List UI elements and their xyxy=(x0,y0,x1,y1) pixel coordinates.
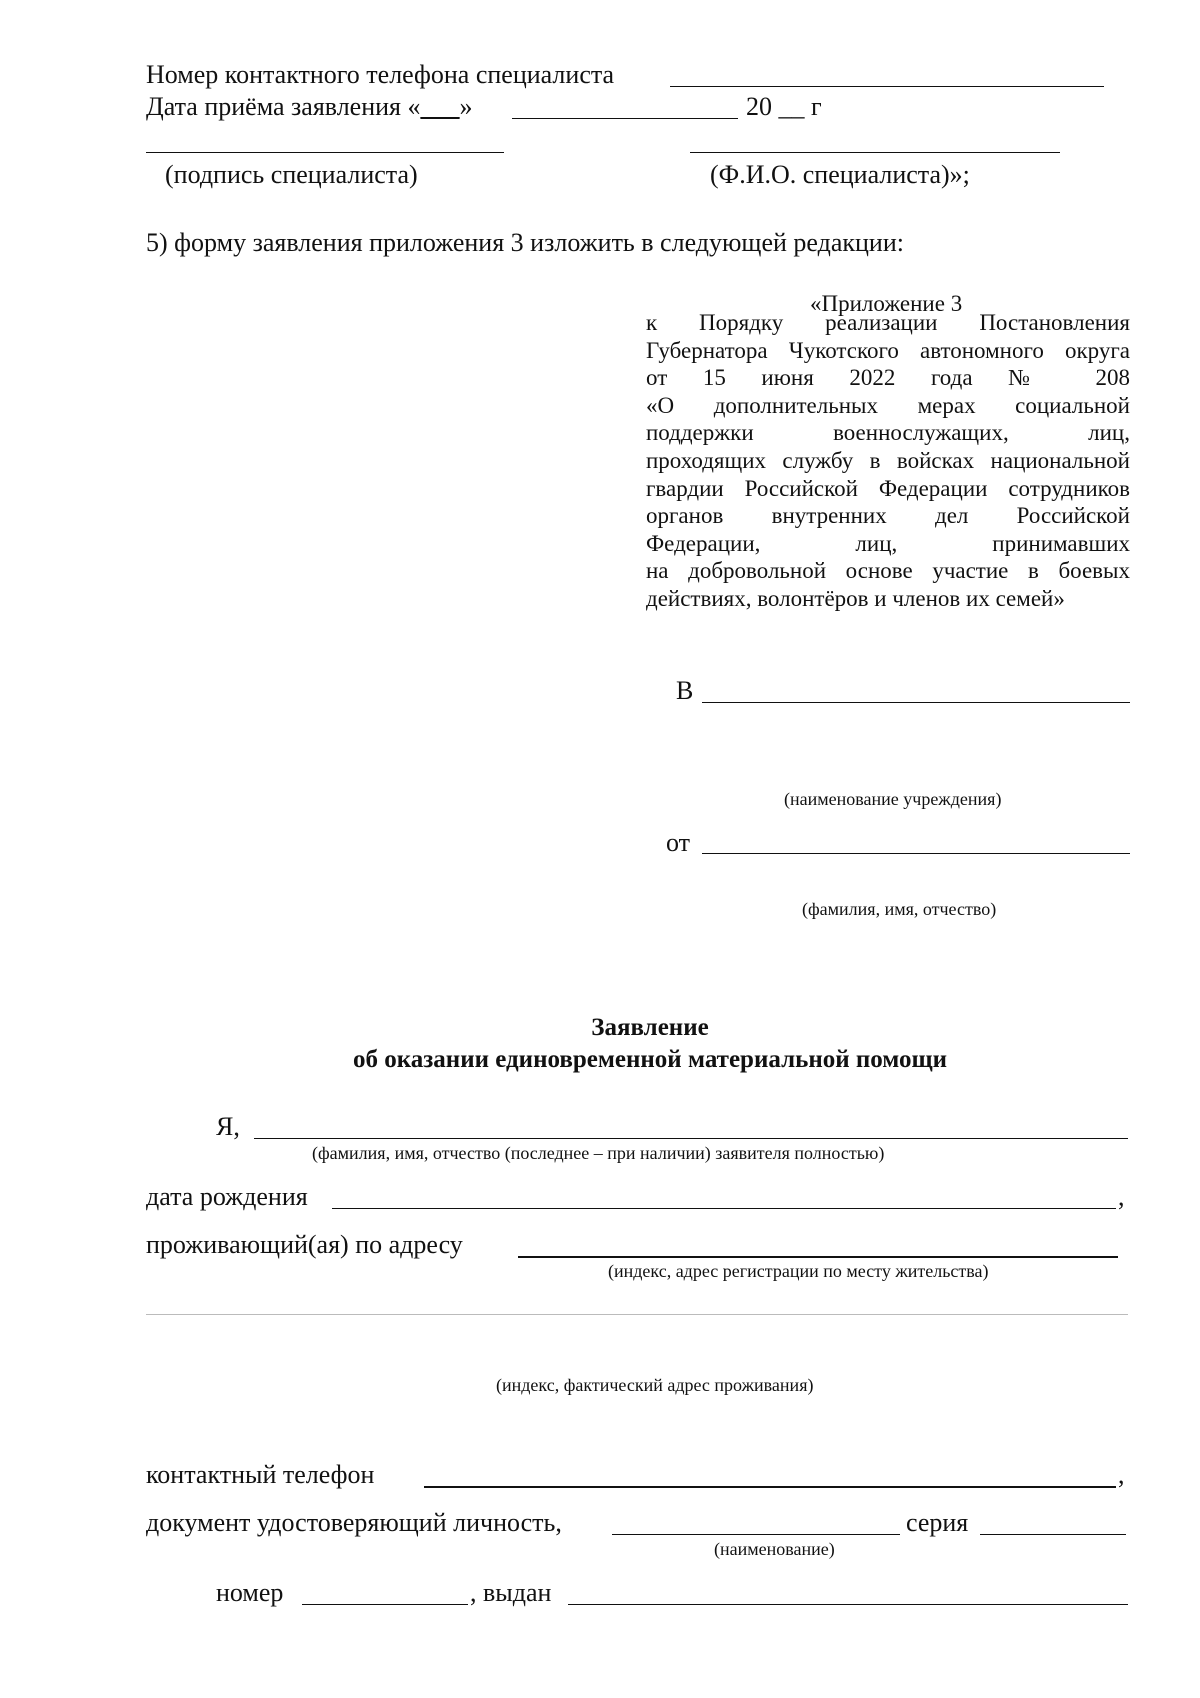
appendix-line: действиях, волонтёров и членов их семей» xyxy=(646,585,1065,611)
birth-date-label: дата рождения xyxy=(146,1182,308,1211)
appendix-line: к Порядку реализации Постановления xyxy=(646,310,1130,335)
signature-caption: (подпись специалиста) xyxy=(165,160,418,189)
appendix-line: «О дополнительных мерах социальной xyxy=(646,392,1130,418)
i-label: Я, xyxy=(216,1112,240,1141)
contact-phone-label: контактный телефон xyxy=(146,1460,375,1489)
appendix-line: гвардии Российской Федерации сотрудников xyxy=(646,475,1130,501)
appendix-heading: «Приложение 3 xyxy=(810,291,963,316)
date-year: 20 __ г xyxy=(746,92,822,121)
actual-address-field[interactable] xyxy=(146,1314,1128,1315)
applicant-name-field[interactable] xyxy=(702,853,1130,854)
specialist-phone-label: Номер контактного телефона специалиста xyxy=(146,60,615,89)
appendix-line: Федерации, лиц, принимавших xyxy=(646,530,1130,556)
appendix-line: от 15 июня 2022 года № 208 xyxy=(646,365,1130,391)
series-label: серия xyxy=(906,1508,969,1537)
appendix-line: поддержки военнослужащих, лиц, xyxy=(646,420,1130,446)
number-label: номер xyxy=(216,1578,284,1607)
date-label-text: Дата приёма заявления « xyxy=(146,92,421,121)
applicant-name-caption: (фамилия, имя, отчество) xyxy=(802,899,997,919)
date-day-blank[interactable]: ___ xyxy=(420,92,460,121)
actual-address-caption: (индекс, фактический адрес проживания) xyxy=(496,1375,814,1395)
registration-address-field[interactable] xyxy=(518,1256,1118,1258)
institution-field[interactable] xyxy=(702,702,1130,703)
appendix-line: проходящих службу в войсках национальной xyxy=(646,447,1130,473)
issued-label: , выдан xyxy=(470,1578,552,1607)
contact-phone-field[interactable] xyxy=(424,1486,1116,1488)
date-month-field[interactable] xyxy=(512,118,738,119)
id-document-caption: (наименование) xyxy=(714,1539,835,1559)
to-label: В xyxy=(676,676,694,705)
institution-caption: (наименование учреждения) xyxy=(784,789,1002,809)
series-field[interactable] xyxy=(980,1534,1126,1535)
appendix-line: Губернатора Чукотского автономного округа xyxy=(646,337,1130,363)
specialist-phone-field[interactable] xyxy=(670,86,1104,87)
full-name-field[interactable] xyxy=(254,1138,1128,1139)
full-name-caption: (фамилия, имя, отчество (последнее – при наличии) заявителя полностью) xyxy=(312,1143,885,1163)
registration-address-caption: (индекс, адрес регистрации по месту жительства) xyxy=(608,1261,989,1281)
specialist-signature-field[interactable] xyxy=(146,152,504,153)
specialist-fio-field[interactable] xyxy=(690,152,1060,153)
issued-by-field[interactable] xyxy=(568,1604,1128,1605)
address-label: проживающий(ая) по адресу xyxy=(146,1230,463,1259)
id-document-field[interactable] xyxy=(612,1534,900,1535)
date-close-quote: » xyxy=(459,92,473,121)
fio-caption: (Ф.И.О. специалиста)»; xyxy=(710,160,970,189)
birth-date-comma: , xyxy=(1118,1182,1125,1211)
number-field[interactable] xyxy=(302,1604,468,1605)
id-document-label: документ удостоверяющий личность, xyxy=(146,1508,562,1537)
appendix-line: на добровольной основе участие в боевых xyxy=(646,558,1130,584)
appendix-line: органов внутренних дел Российской xyxy=(646,503,1130,529)
document-subtitle: об оказании единовременной материальной помощи xyxy=(352,1046,948,1073)
contact-phone-comma: , xyxy=(1118,1460,1125,1489)
clause-text: 5) форму заявления приложения 3 изложить в следующей редакции: xyxy=(146,228,904,257)
document-title: Заявление xyxy=(591,1014,709,1041)
appendix-text xyxy=(646,309,1130,613)
birth-date-field[interactable] xyxy=(332,1208,1116,1209)
from-label: от xyxy=(666,828,691,857)
date-label xyxy=(146,92,473,122)
